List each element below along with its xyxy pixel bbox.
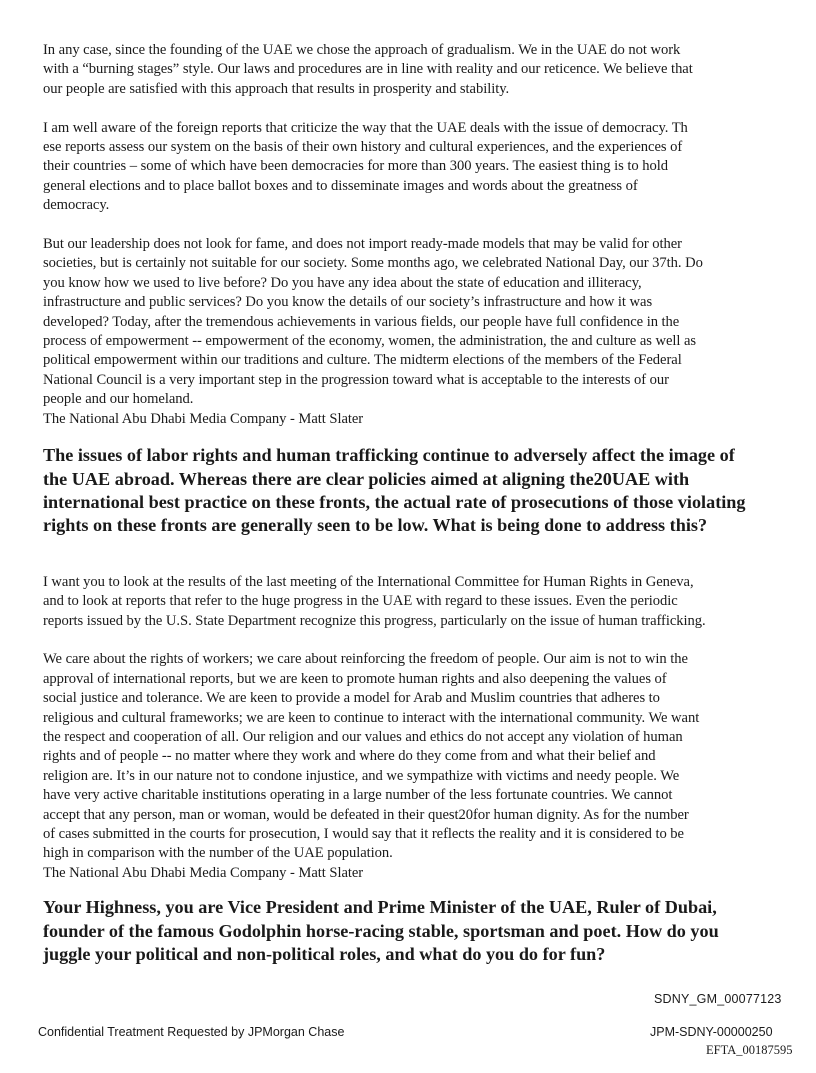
efta-id: EFTA_00187595 — [706, 1043, 793, 1057]
confidential-notice: Confidential Treatment Requested by JPMorgan Chase — [38, 1025, 345, 1039]
source-credit: The National Abu Dhabi Media Company - Matt Slater — [43, 410, 364, 427]
paragraph-geneva: I want you to look at the results of the last meeting of the International Committee for Human Rights in Geneva, and to look at reports that refer to the huge progress in the UAE with regard to these issues. Even the periodic reports issued by the U.S. State Department recognize this progress, particularly on the issue of human trafficking. — [43, 573, 706, 629]
paragraph-workers-rights: We care about the rights of workers; we care about reinforcing the freedom of people. Our aim is not to win the approval of international reports, but we are keen to promote human rights and also deepening the values of social justice and tolerance. We are keen to provide a model for Arab and Muslim countries that adheres to religious and cultural frameworks; we are keen to continue to interact with the international community. We want the respect and cooperation of all. Our religion and our values and ethics do not accept any violation of human rights and of people -- no matter where they work and where do they come from and what their belief and religion are. It’s in our nature not to condone injustice, and we sympathize with victims and needy people. We have very active charitable institutions operating in a large number of the less fortunate countries. We cannot accept that any person, man or woman, would be defeated in their quest20for human dignity. As for the number of cases submitted in the courts for prosecution, I would say that it reflects the reality and it is considered to be high in comparison with the number of the UAE population. — [43, 651, 700, 862]
paragraph-gradualism: In any case, since the founding of the UAE we chose the approach of gradualism. We in the UAE do not work with a “burning stages” style. Our laws and procedures are in line with reality and our reticence. We believe that our people are satisfied with this approach that results in prosperity and stability. — [43, 42, 693, 97]
paragraph-foreign-reports: I am well aware of the foreign reports that criticize the way that the UAE deals with the issue of democracy. Th ese reports assess our system on the basis of their own history and cultural experiences, and the experiences of their countries – some of which have been democracies for more than 300 years. The easiest thing is to hold general elections and to place ballot boxes and to disseminate images and words about the greatness of democracy. — [43, 119, 688, 214]
question-roles: Your Highness, you are Vice President and Prime Minister of the UAE, Ruler of Dubai, founder of the famous Godolphin horse-racing stable, sportsman and poet. How do you juggle your political and non-political roles, and what do you do for fun? — [43, 897, 719, 965]
paragraph-leadership: But our leadership does not look for fame, and does not import ready-made models that may be valid for other societies, but is certainly not suitable for our society. Some months ago, we celebrated National Day, our 37th. Do you know how we used to live before? Do you have any idea about the state of education and illiteracy, infrastructure and public services? Do you know the details of our society’s infrastructure and how it was developed? Today, after the tremendous achievements in various fields, our people have full confidence in the process of empowerment -- empowerment of the economy, women, the administration, the and culture as well as political empowerment within our traditions and culture. The midterm elections of the members of the Federal National Council is a very important step in the progression toward what is acceptable to the interests of our people and our homeland. — [43, 236, 703, 408]
document-body — [43, 41, 755, 966]
jpm-document-id: JPM-SDNY-00000250 — [650, 1025, 773, 1039]
question-labor-rights: The issues of labor rights and human trafficking continue to adversely affect the image of the UAE abroad. Whereas there are clear policies aimed at aligning the20UAE with international best practice on these fronts, the actual rate of prosecutions of those violating rights on these fronts are generally seen to be low. What is being done to address this? — [43, 445, 746, 536]
bates-number: SDNY_GM_00077123 — [654, 992, 782, 1006]
source-credit: The National Abu Dhabi Media Company - Matt Slater — [43, 864, 364, 881]
